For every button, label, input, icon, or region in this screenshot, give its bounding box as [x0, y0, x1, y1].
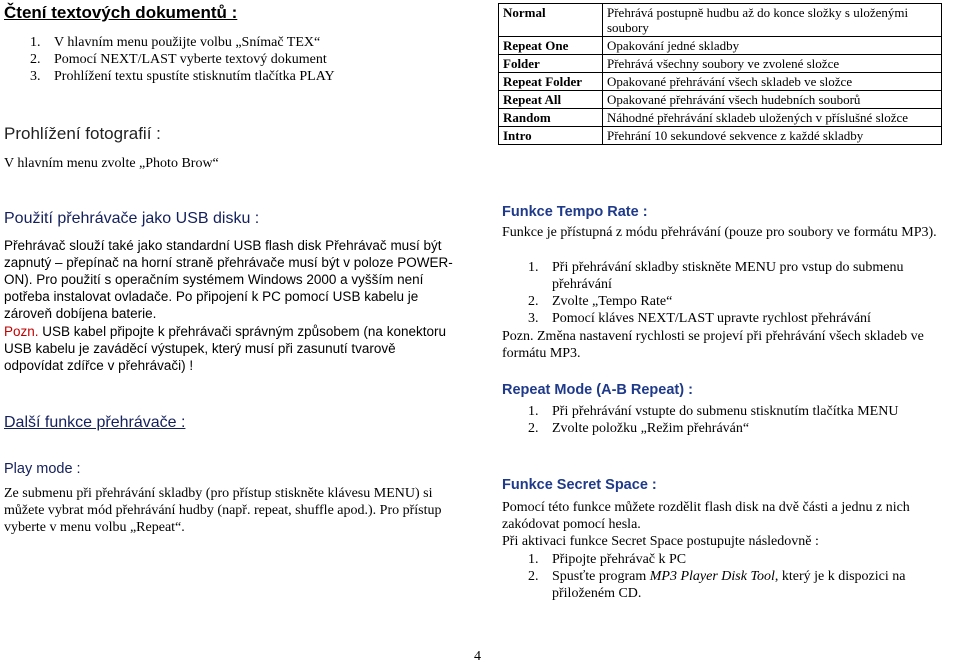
text-reading-steps	[30, 34, 390, 85]
list-item: 1. Připojte přehrávač k PC	[528, 552, 687, 567]
tempo-note: Pozn. Změna nastavení rychlosti se projeví při přehrávání všech skladeb ve formátu MP3.	[502, 329, 924, 361]
table-row: Folder Přehrává všechny soubory ve zvolené složce	[499, 55, 942, 73]
usb-note: Pozn. USB kabel připojte k přehrávači správným způsobem (na konektoru USB kabelu je zaváděcí výstupek, který musí při zasunutí tvarově odpovídat zdířce v přehrávači) !	[4, 324, 446, 373]
photo-title: Prohlížení fotografií :	[4, 124, 161, 143]
secret-text: Pomocí této funkce můžete rozdělit flash disk na dvě části a jednu z nich zakódovat pomocí hesla.	[502, 500, 910, 532]
tempo-intro: Funkce je přístupná z módu přehrávání (pouze pro soubory ve formátu MP3).	[502, 225, 937, 240]
secret-title: Funkce Secret Space :	[502, 477, 657, 493]
tempo-steps	[528, 259, 948, 327]
repeat-mode-title: Repeat Mode (A-B Repeat) :	[502, 382, 693, 398]
more-functions-title: Další funkce přehrávače :	[4, 414, 186, 431]
list-item: 2. Zvolte „Tempo Rate“	[528, 294, 673, 309]
list-item: 2. Pomocí NEXT/LAST vyberte textový dokument	[30, 52, 327, 67]
table-row: Repeat Folder Opakované přehrávání všech skladeb ve složce	[499, 73, 942, 91]
table-row: Repeat One Opakování jedné skladby	[499, 37, 942, 55]
list-item: 1. Při přehrávání vstupte do submenu stisknutím tlačítka MENU	[528, 404, 899, 419]
play-modes-table	[498, 3, 942, 145]
photo-text: V hlavním menu zvolte „Photo Brow“	[4, 156, 219, 171]
secret-steps	[528, 551, 948, 602]
list-item: 1. V hlavním menu použijte volbu „Snímač TEX“	[30, 35, 321, 50]
table-row: Repeat All Opakované přehrávání všech hudebních souborů	[499, 91, 942, 109]
list-item: 1. Při přehrávání skladby stiskněte MENU pro vstup do submenu přehrávání	[528, 260, 904, 292]
usb-paragraph: Přehrávač slouží také jako standardní USB flash disk Přehrávač musí být zapnutý – přepínač na horní straně přehrávače musí být v poloze POWER-ON). Pro použití s operačním systémem Windows 2000 a vyšším není potřeba instalovat ovladače. Po připojení k PC pomocí USB kabelu je zároveň dobíjena baterie.	[4, 238, 453, 321]
note-label: Pozn.	[4, 324, 39, 339]
list-item: 3. Pomocí kláves NEXT/LAST upravte rychlost přehrávání	[528, 311, 871, 326]
table-row: Intro Přehrání 10 sekundové sekvence z každé skladby	[499, 127, 942, 145]
list-item: 2. Spusťte program MP3 Player Disk Tool, který je k dispozici na přiloženém CD.	[528, 569, 906, 601]
secret-intro: Při aktivaci funkce Secret Space postupujte následovně :	[502, 534, 819, 549]
list-item: 2. Zvolte položku „Režim přehráván“	[528, 421, 750, 436]
list-item: 3. Prohlížení textu spustíte stisknutím tlačítka PLAY	[30, 69, 335, 84]
play-mode-text: Ze submenu při přehrávání skladby (pro přístup stiskněte klávesu MENU) si můžete vybrat mód přehrávání hudby (např. repeat, shuffle apod.). Pro přístup vyberte v menu volbu „Repeat“.	[4, 486, 442, 535]
table-row: Random Náhodné přehrávání skladeb uložených v příslušné složce	[499, 109, 942, 127]
text-reading-title: Čtení textových dokumentů :	[4, 3, 238, 22]
play-mode-title: Play mode :	[4, 461, 81, 477]
table-row: Normal Přehrává postupně hudbu až do konce složky s uloženými soubory	[499, 4, 942, 37]
repeat-mode-steps	[528, 403, 948, 437]
tempo-title: Funkce Tempo Rate :	[502, 204, 648, 220]
page-number: 4	[474, 649, 481, 664]
usb-title: Použití přehrávače jako USB disku :	[4, 210, 260, 227]
